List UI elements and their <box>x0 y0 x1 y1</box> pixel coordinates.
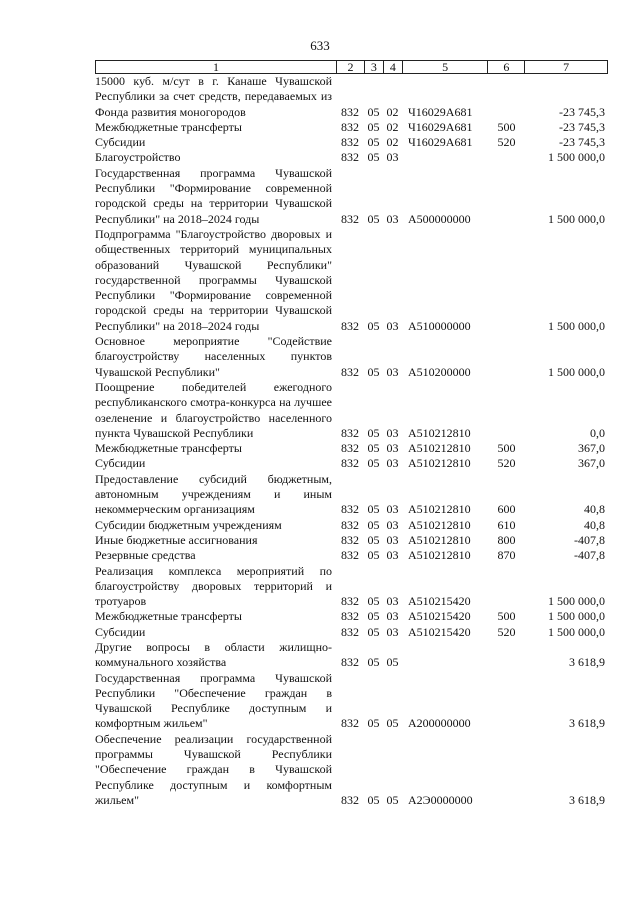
cell-ministry: 832 <box>341 364 359 379</box>
cell-section: 05 <box>367 792 380 807</box>
cell-amount: 367,0 <box>578 456 605 471</box>
table-row <box>95 548 608 563</box>
cell-section: 05 <box>367 104 380 119</box>
cell-section: 05 <box>367 441 380 456</box>
table-row <box>95 472 608 518</box>
column-header: 1 <box>213 60 220 74</box>
cell-name: Подпрограмма "Благоустройство дворовых и общественных территорий муниципальных образований Чувашской Республики" государственной программы Чувашской Республики "Формирование современной городской среды на территории Чувашской Республики" на 2018–2024 годы <box>95 226 332 333</box>
cell-name: Государственная программа Чувашской Республики "Формирование современной городской среды на территории Чувашской Республики" на 2018–2024 годы <box>95 165 332 226</box>
cell-ministry: 832 <box>341 502 359 517</box>
cell-target-article: А510215420 <box>408 594 471 609</box>
cell-ministry: 832 <box>341 517 359 532</box>
table-row <box>95 135 608 150</box>
cell-target-article: А510000000 <box>408 318 471 333</box>
cell-expense-group: 500 <box>497 441 516 456</box>
cell-section: 05 <box>367 318 380 333</box>
budget-table <box>95 60 608 808</box>
cell-target-article: А200000000 <box>408 716 471 731</box>
cell-ministry: 832 <box>341 716 359 731</box>
cell-name: Субсидии <box>95 624 146 639</box>
cell-amount: 40,8 <box>584 517 605 532</box>
cell-amount: -23 745,3 <box>559 135 605 150</box>
cell-section: 05 <box>367 135 380 150</box>
cell-subsection: 03 <box>386 425 399 440</box>
cell-ministry: 832 <box>341 609 359 624</box>
cell-subsection: 02 <box>386 135 399 150</box>
cell-subsection: 03 <box>386 318 399 333</box>
column-header: 3 <box>364 61 383 73</box>
table-row <box>95 640 608 671</box>
cell-name: Субсидии <box>95 456 146 471</box>
cell-target-article: Ч16029А681 <box>408 135 473 150</box>
cell-name: Реализация комплекса мероприятий по благоустройству дворовых территорий и тротуаров <box>95 563 332 609</box>
cell-section: 05 <box>367 150 380 165</box>
cell-section: 05 <box>367 364 380 379</box>
cell-section: 05 <box>367 716 380 731</box>
cell-target-article: А510212810 <box>408 517 471 532</box>
cell-target-article: А510215420 <box>408 624 471 639</box>
table-header <box>95 60 608 74</box>
cell-subsection: 03 <box>386 517 399 532</box>
cell-target-article: А510212810 <box>408 425 471 440</box>
table-body <box>95 74 608 808</box>
table-row <box>95 564 608 610</box>
cell-ministry: 832 <box>341 624 359 639</box>
cell-section: 05 <box>367 119 380 134</box>
cell-expense-group: 600 <box>497 502 516 517</box>
cell-section: 05 <box>367 517 380 532</box>
cell-ministry: 832 <box>341 655 359 670</box>
cell-target-article: А510212810 <box>408 532 471 547</box>
table-row <box>95 380 608 441</box>
cell-amount: 1 500 000,0 <box>548 624 605 639</box>
table-row <box>95 625 608 640</box>
cell-amount: 1 500 000,0 <box>548 609 605 624</box>
cell-ministry: 832 <box>341 119 359 134</box>
cell-subsection: 05 <box>386 716 399 731</box>
table-row <box>95 671 608 732</box>
cell-subsection: 03 <box>386 502 399 517</box>
cell-name: Предоставление субсидий бюджетным, автономным учреждениям и иным некоммерческим организациям <box>95 471 332 517</box>
cell-name: Межбюджетные трансферты <box>95 609 242 624</box>
cell-target-article: Ч16029А681 <box>408 119 473 134</box>
cell-target-article: А2Э0000000 <box>408 792 473 807</box>
cell-subsection: 03 <box>386 609 399 624</box>
cell-section: 05 <box>367 456 380 471</box>
cell-amount: 367,0 <box>578 441 605 456</box>
cell-subsection: 03 <box>386 624 399 639</box>
cell-expense-group: 520 <box>497 624 516 639</box>
cell-name: Благоустройство <box>95 150 181 165</box>
cell-amount: -407,8 <box>574 532 605 547</box>
column-header: 7 <box>524 61 607 73</box>
cell-target-article: А510200000 <box>408 364 471 379</box>
cell-name: Основное мероприятие "Содействие благоустройству населенных пунктов Чувашской Республики" <box>95 334 332 379</box>
table-row <box>95 74 608 120</box>
cell-section: 05 <box>367 548 380 563</box>
cell-ministry: 832 <box>341 318 359 333</box>
cell-amount: 3 618,9 <box>569 716 605 731</box>
cell-expense-group: 500 <box>497 609 516 624</box>
table-row <box>95 609 608 624</box>
cell-ministry: 832 <box>341 425 359 440</box>
cell-amount: 1 500 000,0 <box>548 364 605 379</box>
cell-name: Государственная программа Чувашской Республики "Обеспечение граждан в Чувашской Республике доступным и комфортным жильем" <box>95 670 332 731</box>
cell-subsection: 03 <box>386 441 399 456</box>
cell-amount: 3 618,9 <box>569 792 605 807</box>
cell-target-article: А510212810 <box>408 456 471 471</box>
cell-name: Другие вопросы в области жилищно-коммунального хозяйства <box>95 639 332 670</box>
cell-expense-group: 800 <box>497 532 516 547</box>
cell-ministry: 832 <box>341 441 359 456</box>
table-row <box>95 518 608 533</box>
cell-section: 05 <box>367 609 380 624</box>
cell-section: 05 <box>367 624 380 639</box>
cell-ministry: 832 <box>341 792 359 807</box>
cell-section: 05 <box>367 655 380 670</box>
cell-section: 05 <box>367 211 380 226</box>
cell-name: Субсидии бюджетным учреждениям <box>95 517 282 532</box>
cell-section: 05 <box>367 425 380 440</box>
cell-ministry: 832 <box>341 135 359 150</box>
cell-amount: -23 745,3 <box>559 119 605 134</box>
cell-name: 15000 куб. м/сут в г. Канаше Чувашской Республики за счет средств, передаваемых из Фонда развития моногородов <box>95 74 332 119</box>
table-row <box>95 120 608 135</box>
cell-expense-group: 520 <box>497 135 516 150</box>
cell-subsection: 03 <box>386 456 399 471</box>
cell-ministry: 832 <box>341 594 359 609</box>
cell-amount: 1 500 000,0 <box>548 318 605 333</box>
cell-expense-group: 610 <box>497 517 516 532</box>
cell-amount: 1 500 000,0 <box>548 150 605 165</box>
cell-subsection: 02 <box>386 104 399 119</box>
column-header: 2 <box>336 61 364 73</box>
column-header: 5 <box>402 61 488 73</box>
cell-ministry: 832 <box>341 104 359 119</box>
table-row <box>95 732 608 808</box>
table-row <box>95 227 608 334</box>
table-row <box>95 456 608 471</box>
cell-name: Межбюджетные трансферты <box>95 119 242 134</box>
cell-name: Поощрение победителей ежегодного республиканского смотра-конкурса на лучшее озеленение и благоустройство населенного пункта Чувашской Республики <box>95 379 332 440</box>
cell-ministry: 832 <box>341 211 359 226</box>
cell-name: Резервные средства <box>95 548 196 563</box>
cell-name: Иные бюджетные ассигнования <box>95 532 258 547</box>
cell-subsection: 03 <box>386 594 399 609</box>
cell-subsection: 03 <box>386 211 399 226</box>
cell-ministry: 832 <box>341 456 359 471</box>
cell-subsection: 05 <box>386 792 399 807</box>
cell-amount: 1 500 000,0 <box>548 594 605 609</box>
cell-subsection: 05 <box>386 655 399 670</box>
cell-amount: -407,8 <box>574 548 605 563</box>
cell-target-article: А510212810 <box>408 441 471 456</box>
cell-subsection: 02 <box>386 119 399 134</box>
column-header: 6 <box>487 61 524 73</box>
cell-target-article: А510212810 <box>408 502 471 517</box>
cell-name: Межбюджетные трансферты <box>95 441 242 456</box>
cell-amount: -23 745,3 <box>559 104 605 119</box>
cell-amount: 40,8 <box>584 502 605 517</box>
cell-section: 05 <box>367 594 380 609</box>
cell-target-article: А510215420 <box>408 609 471 624</box>
cell-name: Обеспечение реализации государственной программы Чувашской Республики "Обеспечение граждан в Чувашской Республике доступным и комфортным жильем" <box>95 731 332 807</box>
cell-target-article: А500000000 <box>408 211 471 226</box>
page-number: 633 <box>310 38 330 53</box>
cell-amount: 0,0 <box>590 425 605 440</box>
table-row <box>95 166 608 227</box>
table-row <box>95 441 608 456</box>
cell-subsection: 03 <box>386 150 399 165</box>
cell-subsection: 03 <box>386 548 399 563</box>
cell-expense-group: 500 <box>497 119 516 134</box>
table-row <box>95 150 608 165</box>
cell-ministry: 832 <box>341 532 359 547</box>
column-header: 4 <box>383 61 402 73</box>
cell-expense-group: 870 <box>497 548 516 563</box>
cell-name: Субсидии <box>95 135 146 150</box>
cell-expense-group: 520 <box>497 456 516 471</box>
cell-target-article: Ч16029А681 <box>408 104 473 119</box>
table-row <box>95 334 608 380</box>
cell-ministry: 832 <box>341 548 359 563</box>
cell-ministry: 832 <box>341 150 359 165</box>
cell-subsection: 03 <box>386 364 399 379</box>
cell-section: 05 <box>367 532 380 547</box>
cell-amount: 1 500 000,0 <box>548 211 605 226</box>
cell-amount: 3 618,9 <box>569 655 605 670</box>
cell-section: 05 <box>367 502 380 517</box>
cell-subsection: 03 <box>386 532 399 547</box>
table-row <box>95 533 608 548</box>
cell-target-article: А510212810 <box>408 548 471 563</box>
